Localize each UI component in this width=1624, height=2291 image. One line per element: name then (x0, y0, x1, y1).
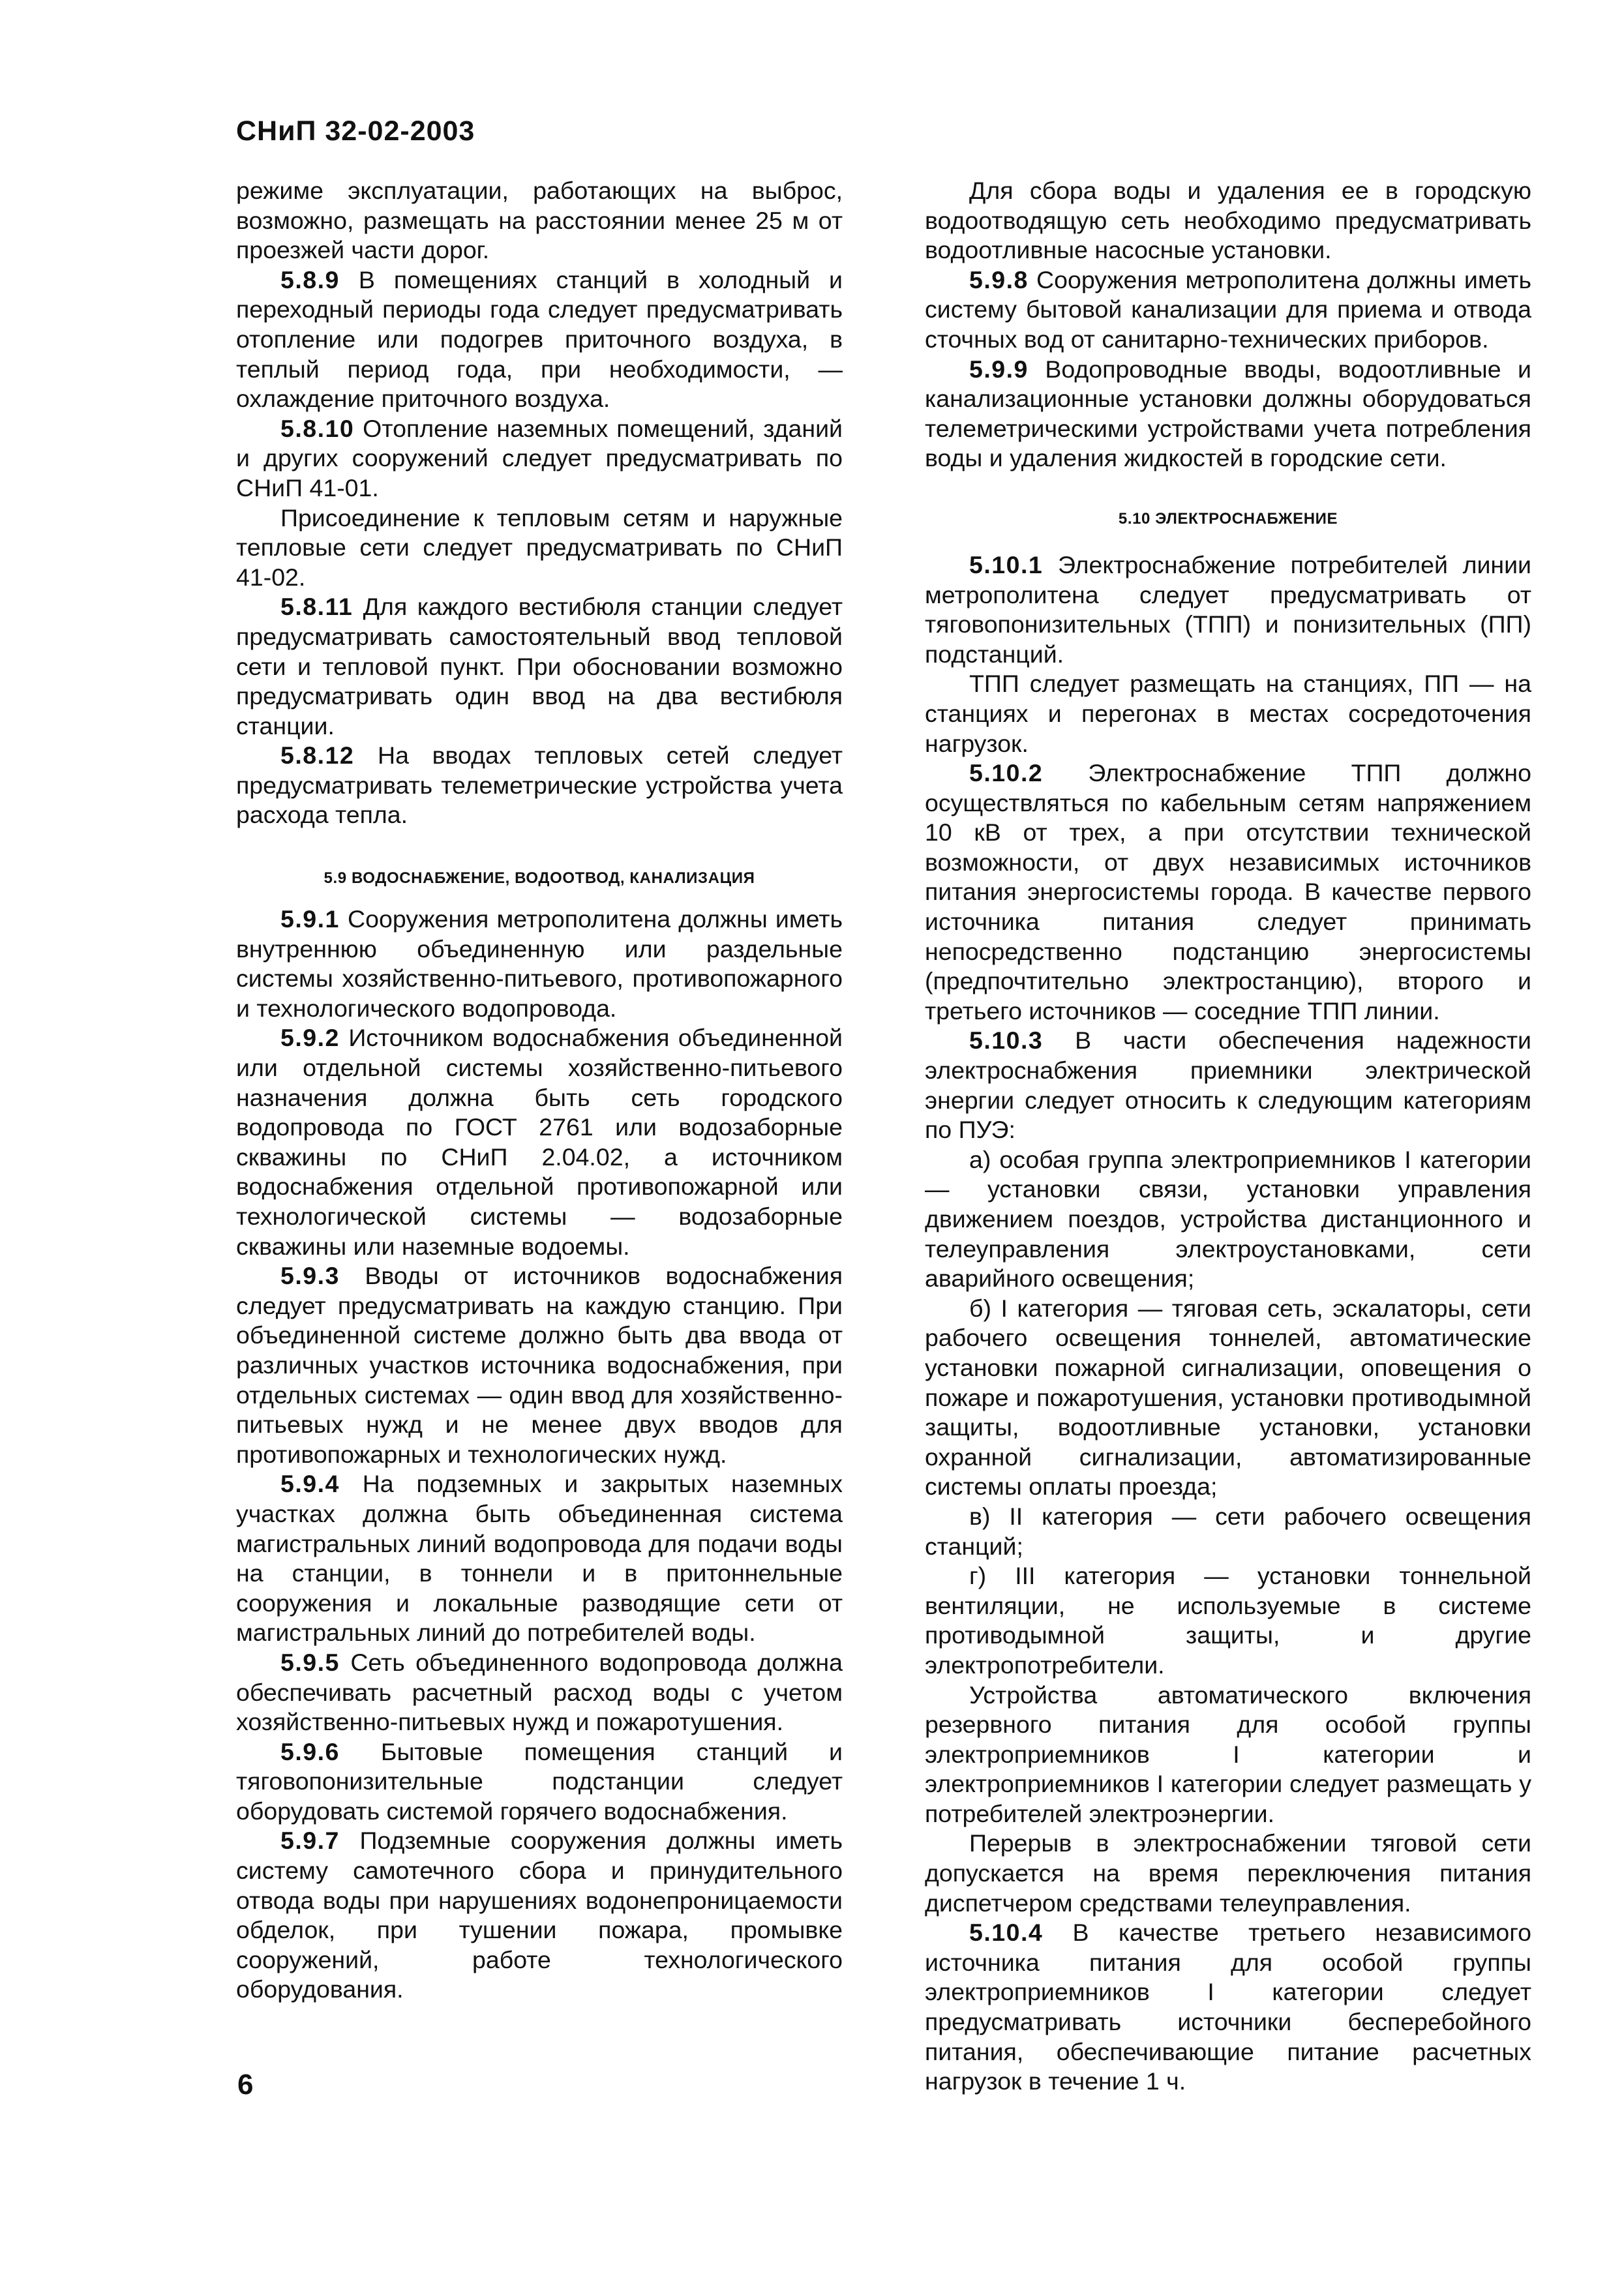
clause-number: 5.9.7 (280, 1827, 340, 1855)
clause-text: Электроснабжение ТПП должно осуществляться по кабельным сетям напряжением 10 кВ от трех, а при отсутствии технической возможности, от двух независимых источников питания энергосистемы города. В качестве первого источника питания следует принимать непосредственно подстанцию энергосистемы (предпочтительно электростанцию), второго и третьего источников — соседние ТПП линии. (925, 759, 1531, 1025)
paragraph: Перерыв в электроснабжении тяговой сети допускается на время переключения питания диспетчером средствами телеуправления. (925, 1829, 1531, 1917)
clause-5-10-1 (925, 550, 1531, 669)
clause-number: 5.8.12 (280, 741, 355, 770)
page-number: 6 (237, 2069, 254, 2101)
clause-text: Электроснабжение потребителей линии метрополитена следует предусматривать от тяговопонизительных (ТПП) и понизительных (ПП) подстанций. (925, 550, 1531, 668)
clause-5-8-10 (236, 414, 843, 503)
clause-text: В помещениях станций в холодный и переходный периоды года следует предусматривать отопление или подогрев приточного воздуха, в теплый период года, при необходимости, — охлаждение приточного воздуха. (236, 265, 843, 413)
paragraph: ТПП следует размещать на станциях, ПП — на станциях и перегонах в местах сосредоточения нагрузок. (925, 670, 1531, 757)
right-column (925, 176, 1531, 2097)
clause-number: 5.9.5 (280, 1648, 340, 1676)
clause-number: 5.10.4 (969, 1919, 1044, 1947)
clause-5-10-4 (925, 1918, 1531, 2097)
paragraph-continuation: режиме эксплуатации, работающих на выброс, возможно, размещать на расстоянии менее 25 м от проезжей части дорог. (236, 177, 843, 264)
clause-number: 5.9.2 (280, 1024, 340, 1052)
clause-5-10-2 (925, 758, 1531, 1026)
list-item-g: г) III категория — установки тоннельной вентиляции, не используемые в системе противодымной защиты, и другие электропотребители. (925, 1562, 1531, 1679)
clause-text: На вводах тепловых сетей следует предусматривать телеметрические устройства учета расхода тепла. (236, 741, 843, 829)
clause-5-9-1 (236, 905, 843, 1023)
clause-5-8-9 (236, 265, 843, 414)
clause-text: Вводы от источников водоснабжения следует предусматривать на каждую станцию. При объединенной системе должно быть два ввода от различных участков источника водоснабжения, при отдельных системах — один ввод для хозяйственно-питьевых нужд и не менее двух вводов для противопожарных и технологических нужд. (236, 1262, 843, 1468)
clause-number: 5.9.8 (969, 265, 1029, 293)
clause-number: 5.9.4 (280, 1470, 340, 1498)
clause-5-9-5 (236, 1648, 843, 1737)
clause-5-9-6 (236, 1737, 843, 1827)
clause-text: Бытовые помещения станций и тяговопонизительные подстанции следует оборудовать системой горячего водоснабжения. (236, 1737, 843, 1825)
section-heading-water-supply: 5.9 ВОДОСНАБЖЕНИЕ, ВОДООТВОД, КАНАЛИЗАЦИЯ (323, 869, 755, 888)
clause-text: Подземные сооружения должны иметь систему самотечного сбора и принудительного отвода воды при нарушениях водонепроницаемости обделок, при тушении пожара, промывке сооружений, работе технологического оборудования. (236, 1827, 843, 2003)
paragraph: Устройства автоматического включения резервного питания для особой группы электроприемников I категории и электроприемников I категории следует размещать у потребителей электроэнергии. (925, 1681, 1531, 1827)
clause-text: Для каждого вестибюля станции следует предусматривать самостоятельный ввод тепловой сети и тепловой пункт. При обосновании возможно предусматривать один ввод на два вестибюля станции. (236, 593, 843, 740)
clause-5-9-2 (236, 1023, 843, 1261)
clause-text: Сооружения метрополитена должны иметь внутреннюю объединенную или раздельные системы хозяйственно-питьевого, противопожарного и технологического водопровода. (236, 905, 843, 1022)
clause-text: В части обеспечения надежности электроснабжения приемники электрической энергии следует относить к следующим категориям по ПУЭ: (925, 1026, 1531, 1144)
clause-number: 5.8.10 (280, 414, 355, 442)
clause-text: В качестве третьего независимого источника питания для особой группы электроприемников I категории следует предусматривать источники бесперебойного питания, обеспечивающие питание расчетных нагрузок в течение 1 ч. (925, 1919, 1531, 2095)
clause-number: 5.8.9 (280, 265, 340, 293)
clause-text: Источником водоснабжения объединенной или отдельной системы хозяйственно-питьевого назначения должна быть сеть городского водопровода по ГОСТ 2761 или водозаборные скважины по СНиП 2.04.02, а источником водоснабжения отдельной противопожарной или технологической системы — водозаборные скважины или наземные водоемы. (236, 1024, 843, 1260)
clause-5-8-12 (236, 741, 843, 830)
clause-number: 5.9.9 (969, 355, 1029, 383)
clause-text: На подземных и закрытых наземных участках должна быть объединенная система магистральных линий водопровода для подачи воды на станции, в тоннели и в притоннельные сооружения и локальные разводящие сети от магистральных линий до потребителей воды. (236, 1470, 843, 1647)
clause-number: 5.9.3 (280, 1262, 340, 1290)
document-code-header: СНиП 32-02-2003 (236, 115, 475, 147)
clause-number: 5.9.6 (280, 1737, 340, 1765)
clause-text: Отопление наземных помещений, зданий и других сооружений следует предусматривать по СНиП 41-01. (236, 414, 843, 502)
clause-text: Сооружения метрополитена должны иметь систему бытовой канализации для приема и отвода сточных вод от санитарно-технических приборов. (925, 265, 1531, 353)
clause-text: Сеть объединенного водопровода должна обеспечивать расчетный расход воды с учетом хозяйственно-питьевых нужд и пожаротушения. (236, 1648, 843, 1736)
clause-5-9-7 (236, 1826, 843, 2005)
clause-5-10-3 (925, 1026, 1531, 1145)
clause-number: 5.10.1 (969, 550, 1044, 578)
list-item-b: б) I категория — тяговая сеть, эскалаторы, сети рабочего освещения тоннелей, автоматические установки пожарной сигнализации, оповещения о пожаре и пожаротушения, установки противодымной защиты, водоотливные установки, установки охранной сигнализации, автоматизированные системы оплаты проезда; (925, 1294, 1531, 1501)
clause-number: 5.8.11 (280, 593, 353, 621)
clause-5-9-8 (925, 265, 1531, 355)
left-column (236, 176, 843, 2005)
clause-5-9-4 (236, 1469, 843, 1648)
clause-5-9-3 (236, 1261, 843, 1469)
list-item-a: а) особая группа электроприемников I категории — установки связи, установки управления движением поездов, устройства дистанционного и телеуправления электроустановками, сети аварийного освещения; (925, 1145, 1531, 1293)
clause-text: Водопроводные вводы, водоотливные и канализационные установки должны оборудоваться телеметрическими устройствами учета потребления воды и удаления жидкостей в городские сети. (925, 355, 1531, 472)
section-heading-power-supply: 5.10 ЭЛЕКТРОСНАБЖЕНИЕ (1118, 509, 1338, 528)
clause-5-9-9 (925, 355, 1531, 473)
paragraph: Для сбора воды и удаления ее в городскую водоотводящую сеть необходимо предусматривать водоотливные насосные установки. (925, 177, 1531, 264)
clause-number: 5.10.3 (969, 1026, 1044, 1055)
clause-5-8-11 (236, 592, 843, 741)
clause-number: 5.10.2 (969, 759, 1044, 787)
paragraph: Присоединение к тепловым сетям и наружные тепловые сети следует предусматривать по СНиП 41-02. (236, 503, 843, 591)
list-item-v: в) II категория — сети рабочего освещения станций; (925, 1502, 1531, 1560)
clause-number: 5.9.1 (280, 905, 340, 933)
